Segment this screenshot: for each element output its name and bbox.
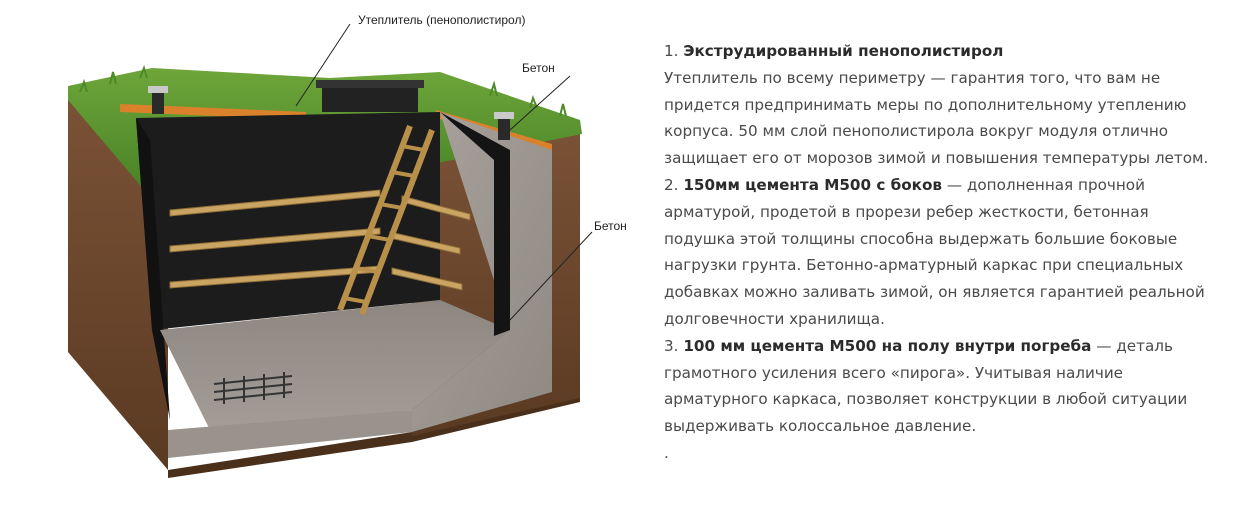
item-2-number: 2. (664, 175, 679, 194)
cellar-cutaway-drawing (40, 0, 650, 512)
label-concrete-top: Бетон (522, 61, 555, 75)
cellar-illustration (40, 0, 650, 512)
item-2 (664, 172, 1224, 333)
description-text (664, 38, 1224, 467)
item-2-title: 150мм цемента М500 с боков (683, 175, 943, 194)
label-concrete-side: Бетон (594, 219, 627, 233)
item-3-number: 3. (664, 336, 679, 355)
item-1-title: Экструдированный пенополистирол (683, 42, 1004, 60)
vent-pipe-left (152, 92, 164, 114)
entrance-hatch-top (316, 80, 424, 88)
item-3-title: 100 мм цемента М500 на полу внутри погреба (683, 336, 1092, 355)
vent-cap-left (148, 86, 168, 93)
trailing-dot: . (664, 443, 669, 462)
entrance-hatch (322, 84, 418, 112)
item-1-body: Утеплитель по всему периметру — гарантия того, что вам не придется предпринимать меры по дополнительному утеплению корпуса. 50 мм слой пенополистирола вокруг модуля отлично защищает его от морозов зимой и повышения температуры летом. (664, 68, 1209, 168)
item-1 (664, 38, 1224, 172)
vent-cap-right (494, 112, 514, 119)
item-3 (664, 333, 1224, 440)
vent-pipe-right (498, 118, 510, 140)
item-2-body: — дополненная прочной арматурой, продетой в прорези ребер жесткости, бетонная подушка этой толщины способна выдержать большие боковые нагрузки грунта. Бетонно-арматурный каркас при специальных добавках можно заливать зимой, он является гарантией реальной долговечности хранилища. (664, 175, 1205, 328)
item-1-number: 1. (664, 42, 679, 60)
item-3-body: — деталь грамотного усиления всего «пирога». Учитывая наличие арматурного каркаса, позволяет конструкции в любой ситуации выдерживать колоссальное давление. (664, 336, 1188, 436)
label-insulation: Утеплитель (пенополистирол) (358, 13, 526, 27)
